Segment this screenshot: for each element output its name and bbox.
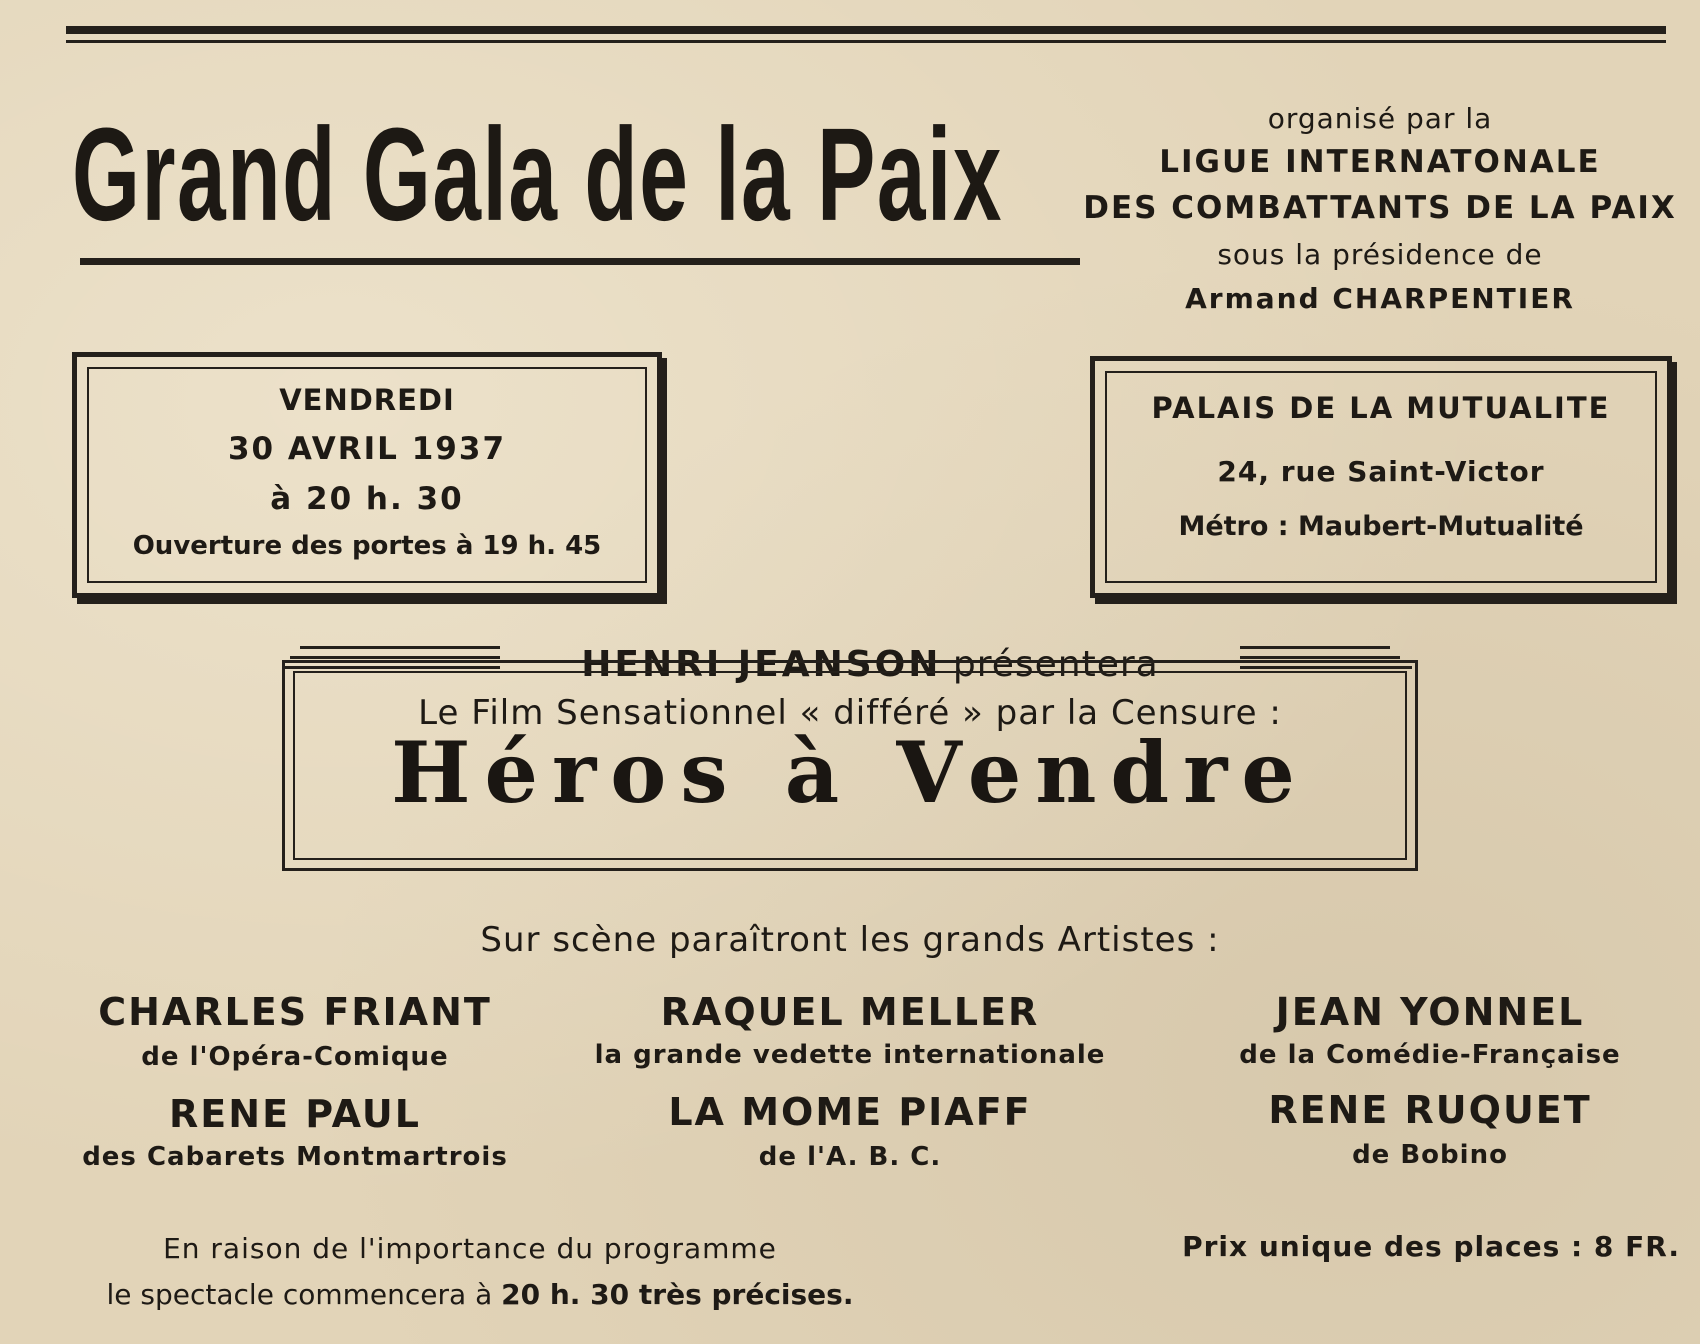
artist-name: RENE RUQUET [1268, 1088, 1592, 1132]
date-box [72, 352, 662, 598]
presenter-verb: présentera [952, 644, 1159, 685]
artist-detail: de l'Opéra-Comique [141, 1042, 449, 1072]
gala-title: Grand Gala de la Paix [72, 100, 1004, 249]
presenter-name: HENRI JEANSON [581, 644, 942, 685]
artist-name: RENE PAUL [169, 1092, 421, 1136]
event-time: à 20 h. 30 [270, 481, 464, 517]
title-underline [80, 258, 1080, 265]
artist-detail: la grande vedette internationale [594, 1040, 1106, 1070]
artist-name: CHARLES FRIANT [98, 990, 492, 1034]
film-subtitle: Le Film Sensationnel « différé » par la Censure : [418, 693, 1282, 733]
notice-start-time: 20 h. 30 très précises. [501, 1278, 854, 1311]
organizer-league: LIGUE INTERNATONALE [1159, 144, 1601, 180]
organizer-intro: organisé par la [1267, 102, 1493, 135]
organizer-president: Armand CHARPENTIER [1185, 282, 1575, 315]
top-rule [66, 26, 1666, 34]
film-title: Héros à Vendre [391, 723, 1309, 822]
event-day: VENDREDI [279, 383, 455, 417]
artist-detail: de Bobino [1352, 1140, 1508, 1170]
artist-detail: de la Comédie-Française [1239, 1040, 1621, 1070]
film-deco-left-1 [300, 646, 500, 649]
artists-intro: Sur scène paraîtront les grands Artistes : [480, 920, 1220, 960]
artist-detail: des Cabarets Montmartrois [82, 1142, 508, 1172]
venue-box [1090, 356, 1672, 598]
film-deco-right-1 [1240, 646, 1390, 649]
ticket-price: Prix unique des places : 8 FR. [1182, 1230, 1680, 1263]
film-box [282, 660, 1418, 871]
venue-name: PALAIS DE LA MUTUALITE [1151, 391, 1611, 425]
artist-name: JEAN YONNEL [1275, 990, 1585, 1034]
film-deco-left-2 [290, 656, 500, 659]
artist-name: LA MOME PIAFF [668, 1090, 1032, 1134]
artist-detail: de l'A. B. C. [758, 1142, 942, 1172]
venue-metro: Métro : Maubert-Mutualité [1178, 511, 1584, 542]
film-deco-right-2 [1240, 656, 1400, 659]
artist-name: RAQUEL MELLER [660, 990, 1040, 1034]
organizer-presidency: sous la présidence de [1217, 238, 1543, 271]
organizer-league-2: DES COMBATTANTS DE LA PAIX [1083, 190, 1677, 226]
event-date: 30 AVRIL 1937 [227, 431, 507, 467]
venue-address: 24, rue Saint-Victor [1217, 455, 1545, 488]
doors-open-time: Ouverture des portes à 19 h. 45 [132, 531, 602, 561]
schedule-notice-line2 [60, 1278, 900, 1311]
notice-start-text: le spectacle commencera à [106, 1278, 493, 1311]
schedule-notice-line1: En raison de l'importance du programme [163, 1232, 777, 1265]
top-rule-thin [66, 40, 1666, 43]
